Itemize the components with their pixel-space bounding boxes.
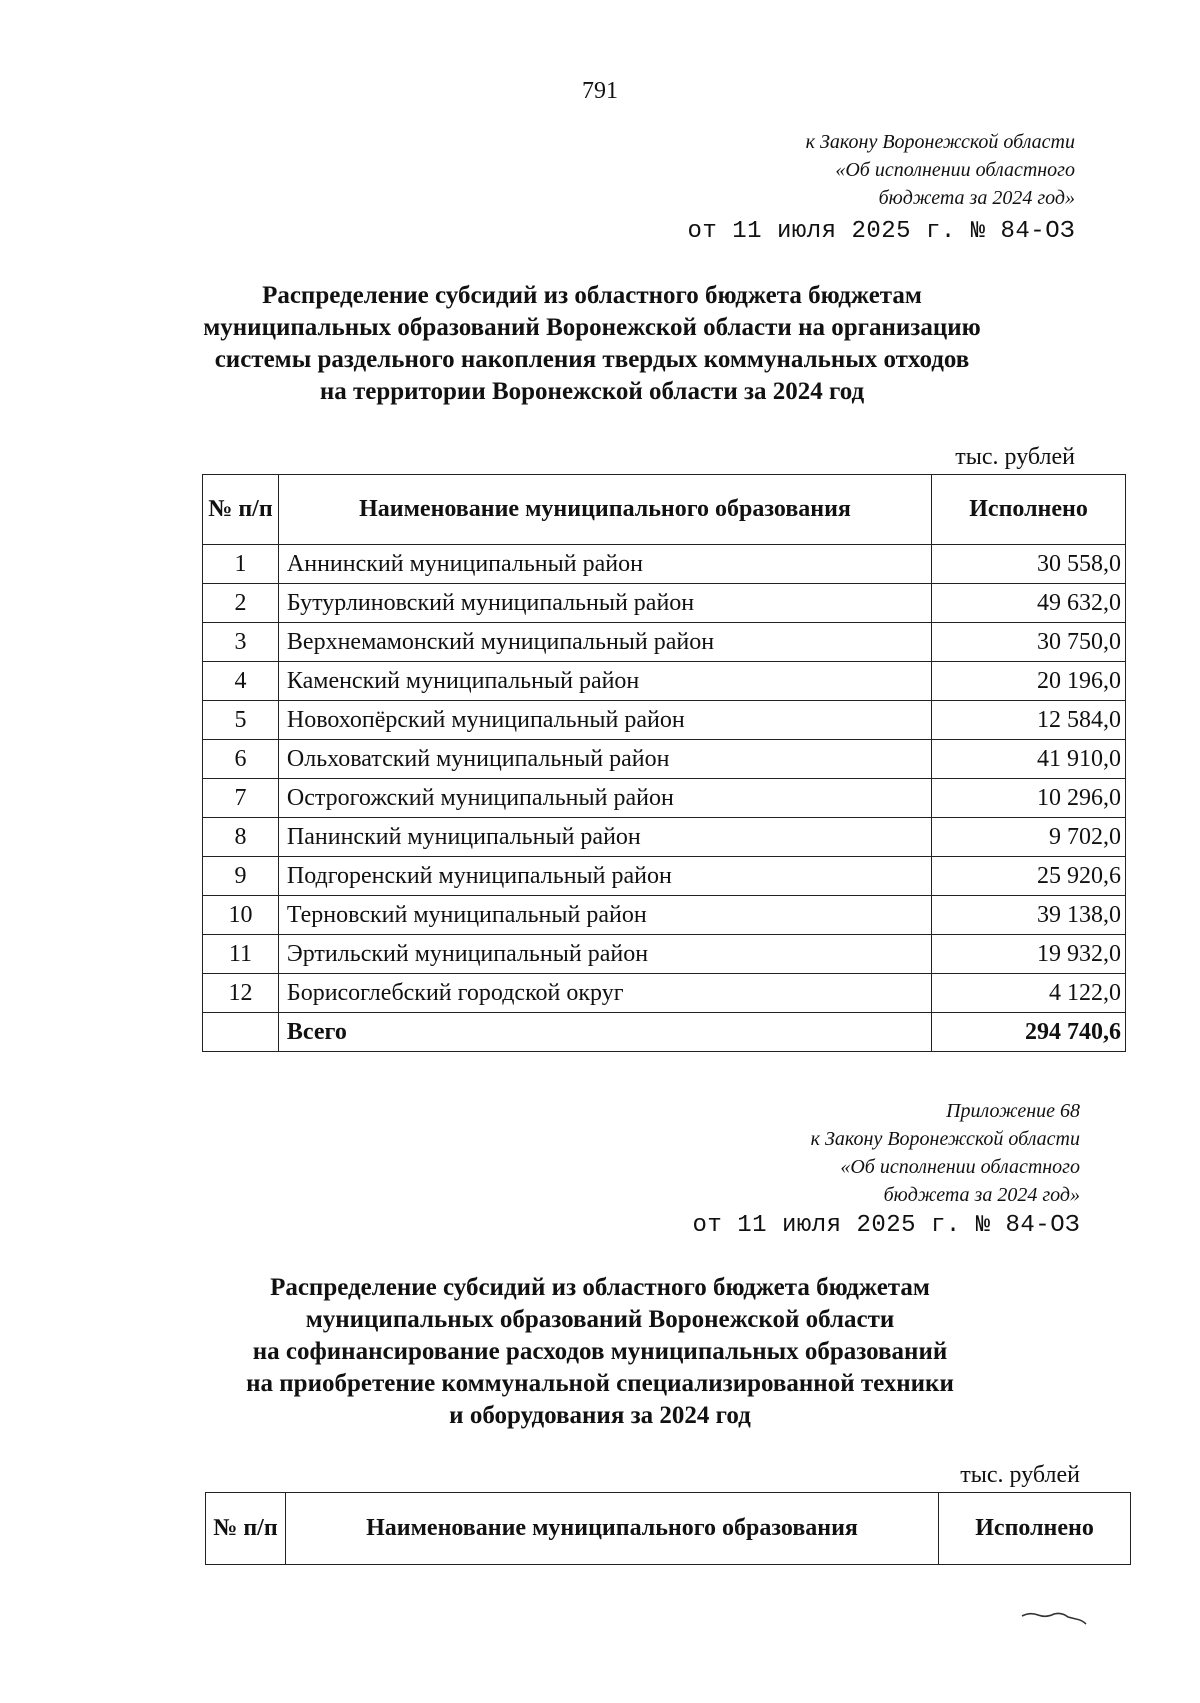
table-row xyxy=(203,584,1126,623)
row-value: 25 920,6 xyxy=(932,857,1126,896)
row-name: Борисоглебский городской округ xyxy=(278,974,931,1013)
row-name: Острогожский муниципальный район xyxy=(278,779,931,818)
row-name: Аннинский муниципальный район xyxy=(278,545,931,584)
decree-line-2: от 11 июля 2025 г. № 84-ОЗ xyxy=(692,1212,1080,1239)
title-line: на территории Воронежской области за 2024 год xyxy=(319,378,865,405)
row-name: Терновский муниципальный район xyxy=(278,896,931,935)
row-name: Верхнемамонский муниципальный район xyxy=(278,623,931,662)
subsidy-table-2 xyxy=(205,1492,1131,1565)
row-value: 39 138,0 xyxy=(932,896,1126,935)
table-header-row xyxy=(206,1493,1131,1565)
row-number: 7 xyxy=(203,779,279,818)
row-number: 1 xyxy=(203,545,279,584)
title-line: Распределение субсидий из областного бюджета бюджетам xyxy=(270,1274,930,1301)
table-row xyxy=(203,935,1126,974)
table-row xyxy=(203,896,1126,935)
total-number-cell xyxy=(203,1013,279,1052)
annex-line: «Об исполнении областного xyxy=(835,159,1075,181)
row-name: Новохопёрский муниципальный район xyxy=(278,701,931,740)
title-line: муниципальных образований Воронежской области xyxy=(305,1306,895,1333)
annex-line: бюджета за 2024 год» xyxy=(883,1184,1080,1206)
row-value: 30 558,0 xyxy=(932,545,1126,584)
handwritten-mark-icon xyxy=(1020,1606,1090,1626)
row-number: 9 xyxy=(203,857,279,896)
table-row xyxy=(203,662,1126,701)
total-label: Всего xyxy=(278,1013,931,1052)
row-name: Ольховатский муниципальный район xyxy=(278,740,931,779)
annex-line: «Об исполнении областного xyxy=(840,1156,1080,1178)
row-value: 30 750,0 xyxy=(932,623,1126,662)
page-number: 791 xyxy=(582,78,618,104)
row-value: 19 932,0 xyxy=(932,935,1126,974)
title-line: на приобретение коммунальной специализированной техники xyxy=(246,1370,954,1397)
decree-line-1: от 11 июля 2025 г. № 84-ОЗ xyxy=(687,218,1075,245)
annex-reference-1 xyxy=(806,128,1075,212)
row-value: 4 122,0 xyxy=(932,974,1126,1013)
row-value: 10 296,0 xyxy=(932,779,1126,818)
title-line: и оборудования за 2024 год xyxy=(449,1402,751,1429)
annex-line: Приложение 68 xyxy=(946,1100,1080,1122)
row-number: 8 xyxy=(203,818,279,857)
header-executed: Исполнено xyxy=(939,1493,1131,1565)
table-header-row xyxy=(203,475,1126,545)
section-title-2 xyxy=(0,1272,1200,1432)
table-row xyxy=(203,623,1126,662)
row-value: 41 910,0 xyxy=(932,740,1126,779)
row-value: 20 196,0 xyxy=(932,662,1126,701)
row-number: 2 xyxy=(203,584,279,623)
title-line: Распределение субсидий из областного бюджета бюджетам xyxy=(262,282,922,309)
row-number: 4 xyxy=(203,662,279,701)
section-title-1 xyxy=(0,280,1192,408)
row-number: 6 xyxy=(203,740,279,779)
annex-reference-2 xyxy=(811,1097,1080,1209)
row-value: 49 632,0 xyxy=(932,584,1126,623)
annex-line: к Закону Воронежской области xyxy=(805,131,1075,153)
table-row xyxy=(203,779,1126,818)
row-number: 10 xyxy=(203,896,279,935)
header-name: Наименование муниципального образования xyxy=(278,475,931,545)
table-total-row xyxy=(203,1013,1126,1052)
row-value: 12 584,0 xyxy=(932,701,1126,740)
row-name: Подгоренский муниципальный район xyxy=(278,857,931,896)
row-number: 11 xyxy=(203,935,279,974)
row-number: 3 xyxy=(203,623,279,662)
units-label-1: тыс. рублей xyxy=(955,444,1075,470)
total-value: 294 740,6 xyxy=(932,1013,1126,1052)
row-name: Каменский муниципальный район xyxy=(278,662,931,701)
title-line: на софинансирование расходов муниципальных образований xyxy=(252,1338,948,1365)
row-number: 12 xyxy=(203,974,279,1013)
row-name: Эртильский муниципальный район xyxy=(278,935,931,974)
table-row xyxy=(203,857,1126,896)
header-number: № п/п xyxy=(203,475,279,545)
title-line: муниципальных образований Воронежской области на организацию xyxy=(203,314,981,341)
row-number: 5 xyxy=(203,701,279,740)
table-row xyxy=(203,740,1126,779)
table-row xyxy=(203,701,1126,740)
table-row xyxy=(203,818,1126,857)
table-row xyxy=(203,545,1126,584)
annex-line: к Закону Воронежской области xyxy=(810,1128,1080,1150)
row-name: Панинский муниципальный район xyxy=(278,818,931,857)
row-name: Бутурлиновский муниципальный район xyxy=(278,584,931,623)
units-label-2: тыс. рублей xyxy=(960,1462,1080,1488)
header-number: № п/п xyxy=(206,1493,286,1565)
subsidy-table-1 xyxy=(202,474,1126,1052)
header-name: Наименование муниципального образования xyxy=(285,1493,938,1565)
row-value: 9 702,0 xyxy=(932,818,1126,857)
header-executed: Исполнено xyxy=(932,475,1126,545)
title-line: системы раздельного накопления твердых коммунальных отходов xyxy=(214,346,970,373)
table-row xyxy=(203,974,1126,1013)
annex-line: бюджета за 2024 год» xyxy=(878,187,1075,209)
